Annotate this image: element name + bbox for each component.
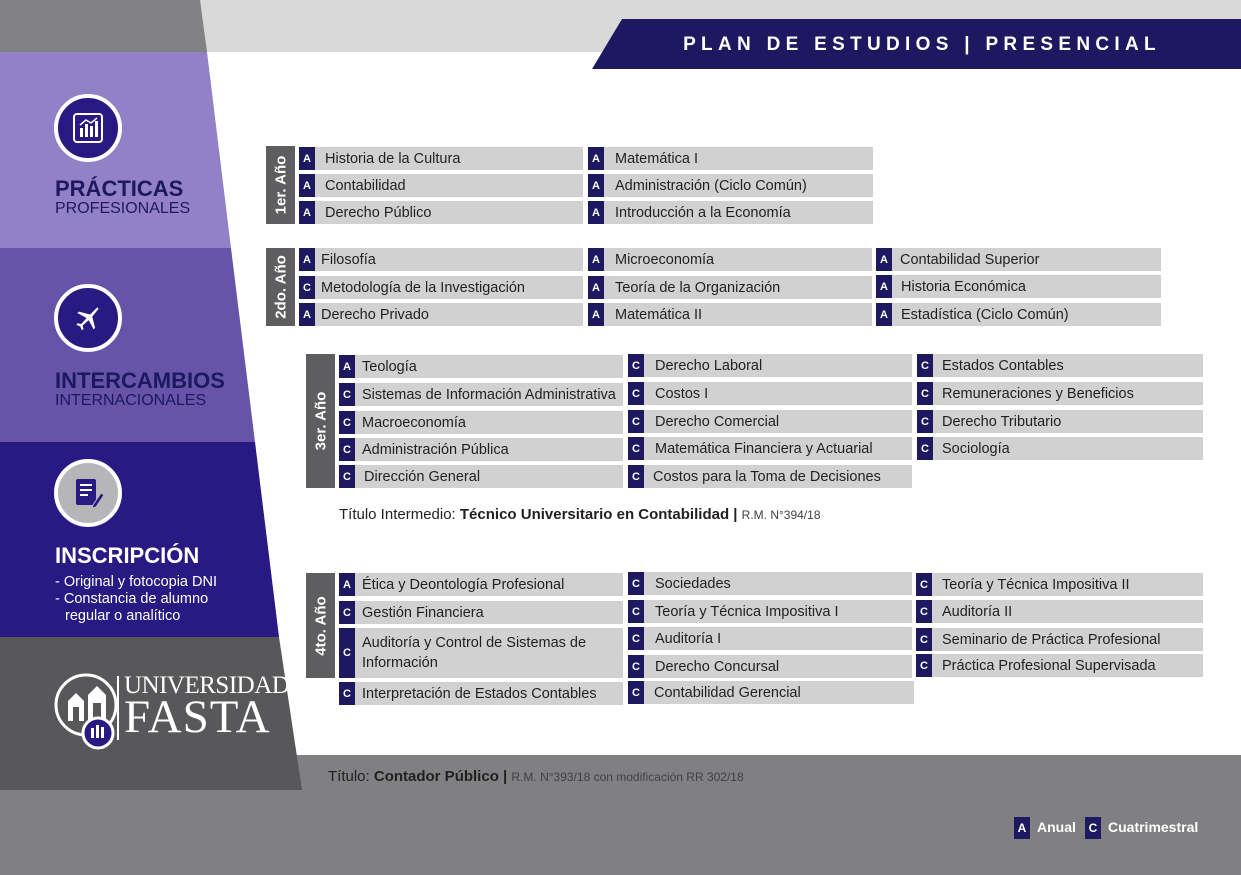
year-tab-1: 1er. Año: [266, 146, 295, 224]
subject-name: Historia Económica: [901, 278, 1026, 295]
subject-name: Matemática II: [615, 306, 703, 323]
subject-badge: A: [588, 276, 604, 299]
subject-name: Introducción a la Economía: [615, 204, 791, 221]
subject-name: Metodología de la Investigación: [321, 279, 525, 296]
subject-badge: C: [628, 465, 644, 488]
subject-cell: [588, 174, 873, 197]
subject-badge: C: [628, 437, 644, 460]
subject-cell: [339, 411, 623, 434]
subject-cell: [299, 303, 583, 326]
subject-badge: C: [916, 573, 932, 596]
subject-name: Auditoría y Control de Sistemas de Información: [362, 635, 587, 671]
subject-badge: A: [299, 147, 315, 170]
subject-name: Filosofía: [321, 251, 376, 268]
subject-name: Seminario de Práctica Profesional: [942, 631, 1161, 648]
subject-cell: [588, 276, 872, 299]
subject-name: Derecho Público: [325, 204, 432, 221]
subject-cell: [628, 410, 912, 433]
subject-badge: C: [339, 601, 355, 624]
subject-badge: C: [917, 437, 933, 460]
separator: |: [729, 506, 742, 523]
subject-badge: C: [916, 628, 932, 651]
subject-cell: [628, 627, 912, 650]
subject-cell: [299, 276, 583, 299]
subject-badge: C: [339, 465, 355, 488]
subject-cell: [339, 355, 623, 378]
subject-cell: [628, 600, 912, 623]
subject-badge: A: [299, 248, 315, 271]
subject-cell: [628, 655, 912, 678]
subject-badge: A: [588, 303, 604, 326]
intercambios-title: INTERCAMBIOS: [55, 368, 225, 393]
subject-name: Teología: [362, 358, 417, 375]
subject-name: Derecho Tributario: [942, 413, 1062, 430]
subject-name: Administración (Ciclo Común): [615, 177, 807, 194]
subject-name: Remuneraciones y Beneficios: [942, 385, 1134, 402]
subject-cell: [916, 600, 1203, 623]
practicas-title: PRÁCTICAS: [55, 176, 184, 201]
subject-cell: [876, 303, 1161, 326]
subject-name: Macroeconomía: [362, 414, 466, 431]
final-degree-name: Contador Público: [373, 768, 499, 785]
subject-name: Contabilidad Superior: [900, 251, 1040, 268]
subject-name: Microeconomía: [615, 251, 715, 268]
intercambios-subtitle: INTERNACIONALES: [55, 392, 207, 409]
subject-badge: C: [628, 627, 644, 650]
logo-text-fasta: FASTA: [124, 691, 271, 743]
inscripcion-item: regular o analítico: [65, 608, 181, 624]
separator: |: [498, 768, 512, 785]
subject-badge: C: [628, 410, 644, 433]
subject-badge: A: [588, 248, 604, 271]
year-tab-4: 4to. Año: [306, 573, 335, 678]
logo-text-universidad: UNIVERSIDAD: [124, 672, 290, 699]
subject-name: Derecho Privado: [321, 306, 429, 323]
subject-name: Teoría y Técnica Impositiva II: [942, 576, 1130, 593]
intermediate-degree-resolution: R.M. N°394/18: [741, 508, 821, 522]
subject-badge: A: [588, 201, 604, 224]
subject-name: Derecho Laboral: [655, 357, 763, 374]
final-degree-resolution: R.M. N°393/18 con modificación RR 302/18: [511, 770, 744, 784]
subject-badge: C: [628, 354, 644, 377]
inscripcion-item: - Constancia de alumno: [55, 591, 209, 607]
airplane-icon: [54, 284, 122, 352]
subject-badge: C: [628, 572, 644, 595]
subject-badge: A: [299, 174, 315, 197]
subject-badge: A: [299, 303, 315, 326]
subject-name: Derecho Comercial: [655, 413, 780, 430]
final-degree: [328, 768, 744, 785]
sidebar: [0, 0, 310, 790]
subject-name: Costos I: [655, 385, 709, 402]
inscripcion-item: - Original y fotocopia DNI: [55, 574, 217, 590]
subject-cell: [916, 654, 1203, 677]
subject-name: Auditoría I: [655, 630, 722, 647]
subject-name: Matemática Financiera y Actuarial: [655, 440, 873, 457]
subject-cell: [299, 201, 583, 224]
intermediate-degree: [339, 506, 821, 523]
subject-cell: [299, 248, 583, 271]
subject-cell: [628, 465, 912, 488]
subject-badge: C: [628, 600, 644, 623]
subject-cell: [917, 410, 1203, 433]
subject-name: Dirección General: [364, 468, 481, 485]
legend-cuatrimestral-label: Cuatrimestral: [1108, 819, 1199, 835]
subject-badge: A: [339, 573, 355, 596]
subject-cell: [628, 354, 912, 377]
subject-badge: C: [339, 682, 355, 705]
subject-badge: C: [299, 276, 315, 299]
subject-badge: C: [339, 438, 355, 461]
year-tab-2: 2do. Año: [266, 248, 295, 326]
subject-cell: [917, 382, 1203, 405]
legend-anual-label: Anual: [1037, 819, 1076, 835]
subject-cell: [339, 601, 623, 624]
subject-name: Auditoría II: [942, 603, 1013, 620]
subject-badge: A: [339, 355, 355, 378]
intermediate-degree-name: Técnico Universitario en Contabilidad: [459, 506, 730, 523]
subject-cell: [628, 681, 914, 704]
subject-name: Matemática I: [615, 150, 698, 167]
subject-badge: A: [588, 147, 604, 170]
subject-name: Derecho Concursal: [655, 658, 780, 675]
subject-cell: [339, 573, 623, 596]
subject-name: Sociología: [942, 440, 1010, 457]
subject-badge: A: [876, 275, 892, 298]
subject-badge: C: [916, 600, 932, 623]
subject-cell: [588, 147, 873, 170]
subject-badge: C: [628, 382, 644, 405]
subject-name: Ética y Deontología Profesional: [362, 576, 565, 593]
subject-name: Contabilidad: [325, 177, 406, 194]
subject-badge: C: [628, 681, 644, 704]
subject-cell: [339, 628, 623, 678]
intermediate-degree-prefix: Título Intermedio:: [339, 506, 460, 523]
subject-cell: [339, 682, 623, 705]
subject-badge: A: [588, 174, 604, 197]
subject-cell: [876, 275, 1161, 298]
subject-cell: [876, 248, 1161, 271]
chart-icon: [54, 94, 122, 162]
subject-cell: [628, 572, 912, 595]
subject-name: Historia de la Cultura: [325, 150, 461, 167]
subject-name: Costos para la Toma de Decisiones: [653, 468, 881, 485]
subject-badge: C: [628, 655, 644, 678]
subject-name: Teoría y Técnica Impositiva I: [655, 603, 839, 620]
subject-name: Gestión Financiera: [362, 604, 484, 621]
subject-badge: C: [339, 383, 355, 406]
subject-badge: C: [917, 382, 933, 405]
subject-cell: [916, 628, 1203, 651]
subject-badge: C: [917, 354, 933, 377]
subject-badge: C: [916, 654, 932, 677]
subject-name: Interpretación de Estados Contables: [362, 685, 597, 702]
subject-cell: [339, 383, 623, 406]
subject-cell: [339, 465, 623, 488]
subject-badge: C: [917, 410, 933, 433]
subject-cell: [299, 147, 583, 170]
subject-cell: [628, 382, 912, 405]
subject-cell: [588, 201, 873, 224]
subject-badge: C: [339, 411, 355, 434]
subject-badge: C: [339, 628, 355, 678]
subject-badge: A: [876, 248, 892, 271]
subject-name: Teoría de la Organización: [615, 279, 781, 296]
page-title: PLAN DE ESTUDIOS | PRESENCIAL: [683, 34, 1161, 55]
subject-cell: [916, 573, 1203, 596]
subject-cell: [299, 174, 583, 197]
subject-cell: [588, 303, 872, 326]
document-icon: [54, 459, 122, 527]
subject-badge: A: [299, 201, 315, 224]
subject-cell: [339, 438, 623, 461]
subject-name: Administración Pública: [362, 441, 509, 458]
subject-name: Práctica Profesional Supervisada: [942, 657, 1156, 674]
practicas-subtitle: PROFESIONALES: [55, 200, 191, 217]
subject-badge: A: [876, 303, 892, 326]
year-tab-3: 3er. Año: [306, 354, 335, 488]
legend-cuatrimestral-badge: C: [1085, 817, 1101, 839]
subject-name: Estadística (Ciclo Común): [901, 306, 1069, 323]
subject-name: Contabilidad Gerencial: [654, 684, 801, 701]
final-degree-prefix: Título:: [328, 768, 374, 785]
subject-cell: [917, 437, 1203, 460]
legend-anual-badge: A: [1014, 817, 1030, 839]
subject-cell: [628, 437, 912, 460]
inscripcion-title: INSCRIPCIÓN: [55, 543, 200, 568]
subject-name: Sociedades: [655, 575, 731, 592]
university-logo-icon: [54, 673, 118, 753]
subject-cell: [917, 354, 1203, 377]
logo-divider: [117, 676, 119, 740]
subject-name: Sistemas de Información Administrativa: [362, 386, 616, 403]
subject-name: Estados Contables: [942, 357, 1064, 374]
subject-cell: [588, 248, 872, 271]
